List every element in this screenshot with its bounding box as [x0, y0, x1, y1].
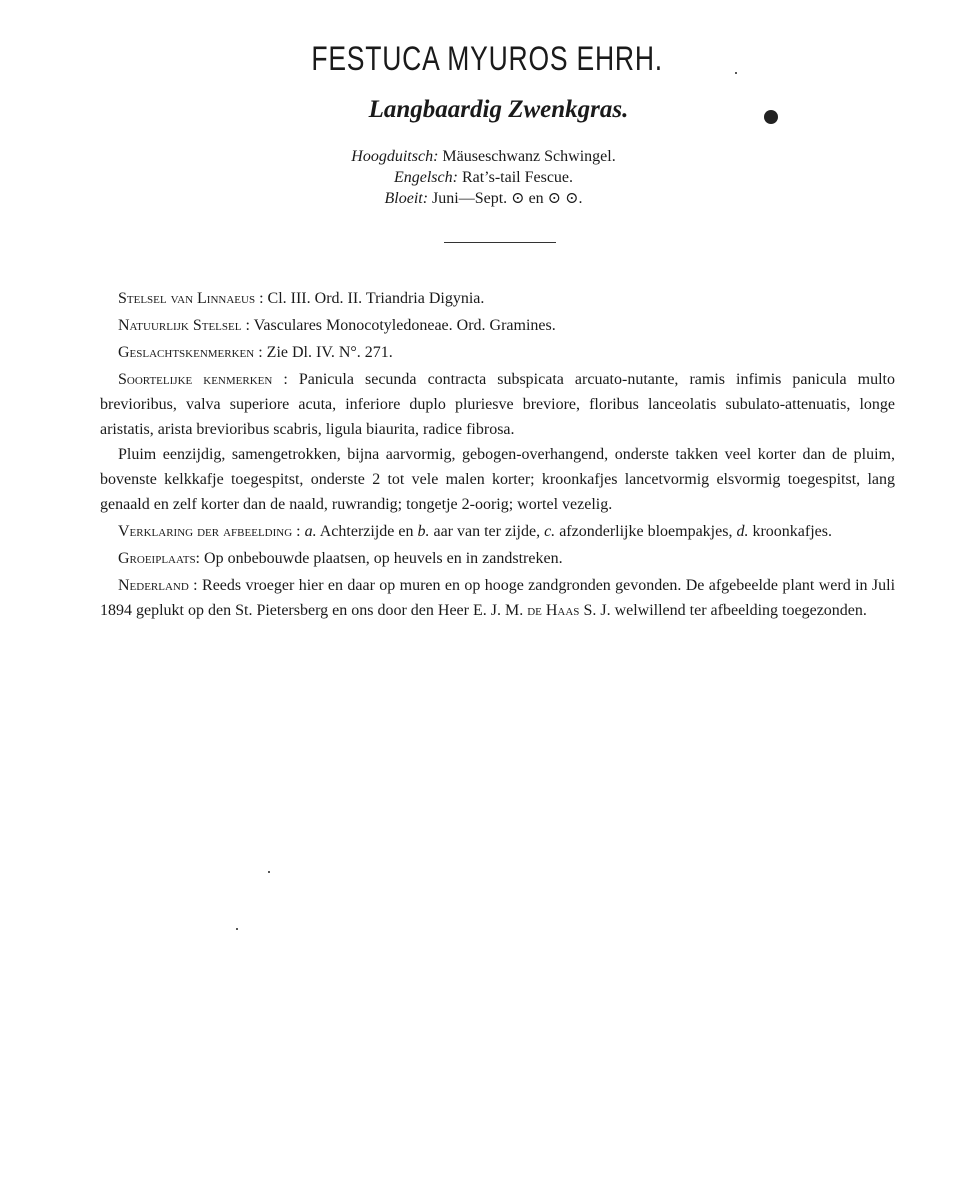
figure-letter-b: b.: [417, 523, 430, 540]
flowering-label: Bloeit:: [384, 190, 429, 207]
ink-speck: [236, 928, 238, 930]
page-title: FESTUCA MYUROS EHRH.: [311, 40, 663, 78]
linnaeus-system-paragraph: [100, 286, 895, 311]
ink-speck: [735, 72, 737, 74]
divider: [444, 242, 556, 243]
species-description-text: Pluim eenzijdig, samengetrokken, bijna aarvormig, gebogen-overhangend, onderste takken veel korter dan de pluim, bovenste kelkkafje toegespitst, onderste 2 tot vele malen korter; kroonkafjes lancetvormig elsvormig toegespitst, lang genaald en zelf korter dan de naald, ruwrandig; tongetje 2-oorig; wortel vezelig.: [100, 446, 895, 513]
description-body: [100, 286, 895, 623]
ink-speck: [268, 871, 270, 873]
figure-explanation-label: Verklaring der afbeelding :: [118, 523, 301, 540]
figure-text-a: Achterzijde en: [319, 523, 414, 540]
figure-text-c: afzonderlijke bloempakjes,: [559, 523, 733, 540]
netherlands-paragraph: [100, 573, 895, 623]
netherlands-text: Reeds vroeger hier en daar op muren en op hooge zandgronden gevonden. De afgebeelde plant werd in Juli 1894 geplukt op den St. Pietersberg en ons door den Heer E. J. M.: [100, 577, 896, 619]
natural-system-paragraph: [100, 313, 895, 338]
habitat-label: Groeiplaats:: [118, 550, 201, 567]
genus-characteristics-text: Zie Dl. IV. N°. 271.: [266, 344, 393, 361]
flowering-line: [0, 188, 967, 209]
netherlands-text-end: S. J. welwillend ter afbeelding toegezonden.: [583, 602, 867, 619]
figure-explanation-paragraph: [100, 519, 895, 544]
natural-system-text: Vasculares Monocotyledoneae. Ord. Gramines.: [253, 317, 556, 334]
german-name: Mäuseschwanz Schwingel.: [442, 148, 616, 165]
figure-letter-c: c.: [544, 523, 556, 540]
figure-letter-d: d.: [736, 523, 749, 540]
figure-letter-a: a.: [304, 523, 317, 540]
collector-name: de Haas: [527, 602, 580, 619]
species-characteristics-paragraph: [100, 367, 895, 442]
figure-text-b: aar van ter zijde,: [433, 523, 541, 540]
flowering-period: Juni—Sept. ⊙ en ⊙ ⊙.: [432, 190, 583, 207]
habitat-paragraph: [100, 546, 895, 571]
habitat-text: Op onbebouwde plaatsen, op heuvels en in zandstreken.: [204, 550, 563, 567]
genus-characteristics-label: Geslachtskenmerken :: [118, 344, 263, 361]
german-label: Hoogduitsch:: [351, 148, 439, 165]
linnaeus-text: Cl. III. Ord. II. Triandria Digynia.: [267, 290, 485, 307]
german-name-line: [0, 146, 967, 167]
natural-system-label: Natuurlijk Stelsel :: [118, 317, 250, 334]
netherlands-label: Nederland :: [118, 577, 198, 594]
figure-text-d: kroonkafjes.: [752, 523, 832, 540]
common-name: Langbaardig Zwenkgras.: [368, 96, 629, 123]
species-characteristics-label: Soortelijke kenmerken :: [118, 371, 288, 388]
vernacular-names: [0, 146, 967, 209]
english-name-line: [0, 167, 967, 188]
english-label: Engelsch:: [393, 169, 458, 186]
species-description-dutch: [100, 442, 895, 517]
linnaeus-label: Stelsel van Linnaeus :: [118, 290, 264, 307]
species-characteristics-latin: Panicula secunda contracta subspicata arcuato-nutante, ramis infimis panicula multo brevioribus, valva superiore acuta, inferiore duplo pluriesve breviore, floribus lanceolatis subulato-attenuatis, longe aristatis, arista brevioribus scabris, ligula biaurita, radice fibrosa.: [100, 371, 896, 438]
english-name: Rat’s-tail Fescue.: [461, 169, 574, 186]
ink-blot: [764, 110, 778, 124]
genus-characteristics-paragraph: [100, 340, 895, 365]
